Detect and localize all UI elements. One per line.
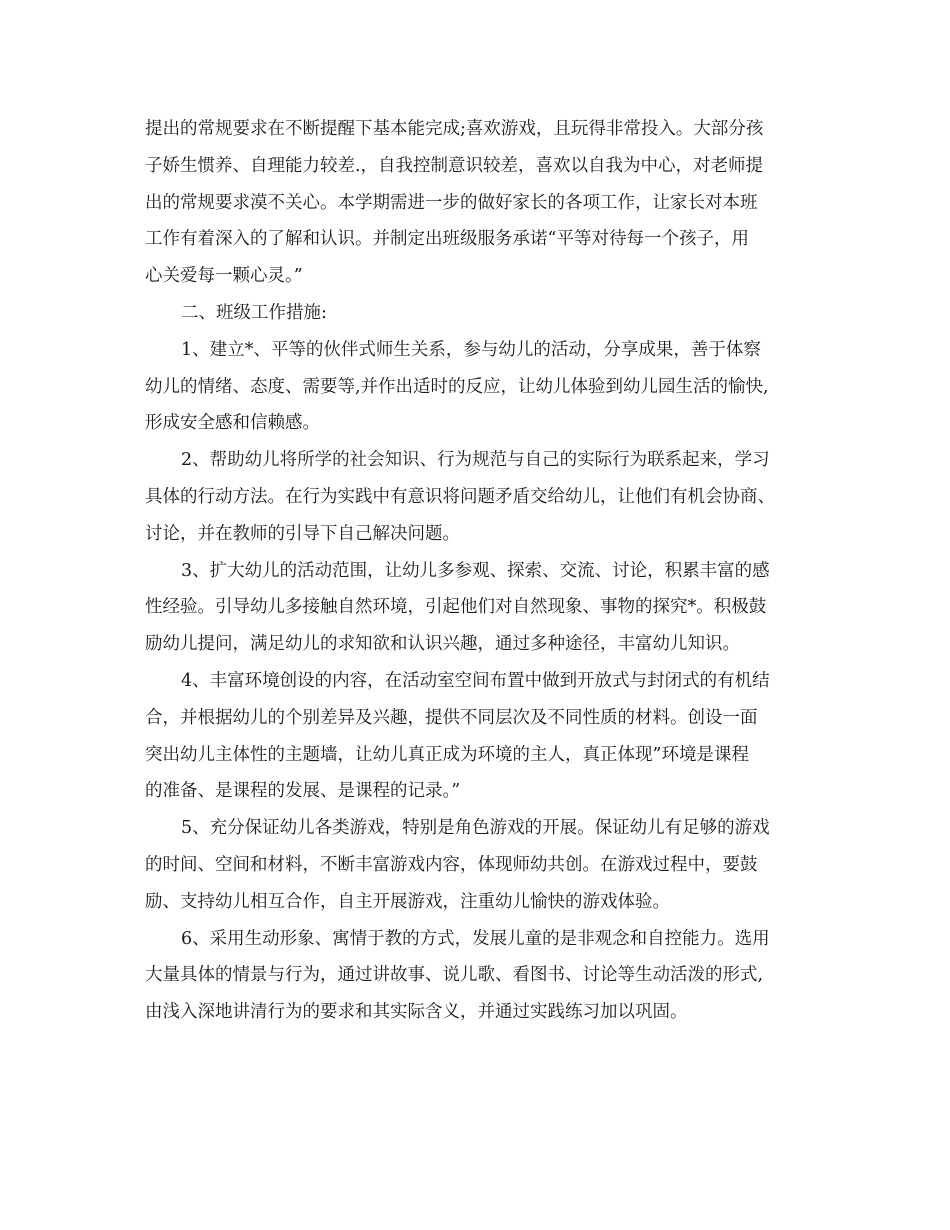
text-line: 提出的常规要求在不断提醒下基本能完成;喜欢游戏，且玩得非常投入。大部分孩 — [145, 119, 764, 139]
body-paragraph — [145, 332, 810, 442]
text-line: 励幼儿提问，满足幼儿的求知欲和认识兴趣，通过多种途径，丰富幼儿知识。 — [145, 634, 740, 655]
body-paragraph — [145, 810, 810, 920]
text-line: 出的常规要求漠不关心。本学期需进一步的做好家长的各项工作，让家长对本班 — [145, 192, 758, 213]
text-line: 子娇生惯养、自理能力较差.，自我控制意识较差，喜欢以自我为中心，对老师提 — [145, 155, 764, 176]
text-line: 工作有着深入的了解和认识。并制定出班级服务承诺“平等对待每一个孩子，用 — [145, 229, 749, 250]
text-line: 大量具体的情景与行为，通过讲故事、说儿歌、看图书、讨论等生动活泼的形式, — [145, 965, 764, 986]
body-paragraph — [145, 442, 810, 552]
text-line: 5、充分保证幼儿各类游戏，特别是角色游戏的开展。保证幼儿有足够的游戏 — [181, 818, 770, 839]
text-line: 的准备、是课程的发展、是课程的记录。” — [145, 781, 461, 802]
text-line: 励、支持幼儿相互合作，自主开展游戏，注重幼儿愉快的游戏体验。 — [145, 891, 670, 912]
section-heading — [145, 295, 810, 332]
text-line: 二、班级工作措施: — [181, 302, 327, 323]
body-paragraph — [145, 663, 810, 810]
document-body — [145, 111, 810, 1031]
text-line: 形成安全感和信赖感。 — [145, 413, 320, 434]
text-line: 性经验。引导幼儿多接触自然环境，引起他们对自然现象、事物的探究*。积极鼓 — [145, 597, 767, 618]
text-line: 3、扩大幼儿的活动范围，让幼儿多参观、探索、交流、讨论，积累丰富的感 — [181, 560, 770, 581]
body-paragraph — [145, 553, 810, 663]
text-line: 具体的行动方法。在行为实践中有意识将问题矛盾交给幼儿，让他们有机会协商、 — [145, 486, 775, 507]
text-line: 突出幼儿主体性的主题墙，让幼儿真正成为环境的主人，真正体现”环境是课程 — [145, 744, 749, 765]
text-line: 由浅入深地讲清行为的要求和其实际含义，并通过实践练习加以巩固。 — [145, 1002, 688, 1023]
text-line: 讨论，并在教师的引导下自己解决问题。 — [145, 523, 460, 544]
text-line: 2、帮助幼儿将所学的社会知识、行为规范与自己的实际行为联系起来，学习 — [181, 450, 770, 471]
body-paragraph — [145, 921, 810, 1031]
text-line: 幼儿的情绪、态度、需要等,并作出适时的反应，让幼儿体验到幼儿园生活的愉快, — [145, 376, 769, 397]
text-line: 1、建立*、平等的伙伴式师生关系，参与幼儿的活动，分享成果，善于体察 — [181, 339, 761, 360]
text-line: 的时间、空间和材料，不断丰富游戏内容，体现师幼共创。在游戏过程中，要鼓 — [145, 854, 758, 875]
text-line: 6、采用生动形象、寓情于教的方式，发展儿童的是非观念和自控能力。选用 — [181, 928, 770, 949]
text-line: 合，并根据幼儿的个别差异及兴趣，提供不同层次及不同性质的材料。创设一面 — [145, 707, 758, 728]
body-paragraph — [145, 111, 810, 295]
text-line: 4、丰富环境创设的内容，在活动室空间布置中做到开放式与封闭式的有机结 — [181, 670, 770, 691]
text-line: 心关爱每一颗心灵。” — [145, 266, 303, 287]
